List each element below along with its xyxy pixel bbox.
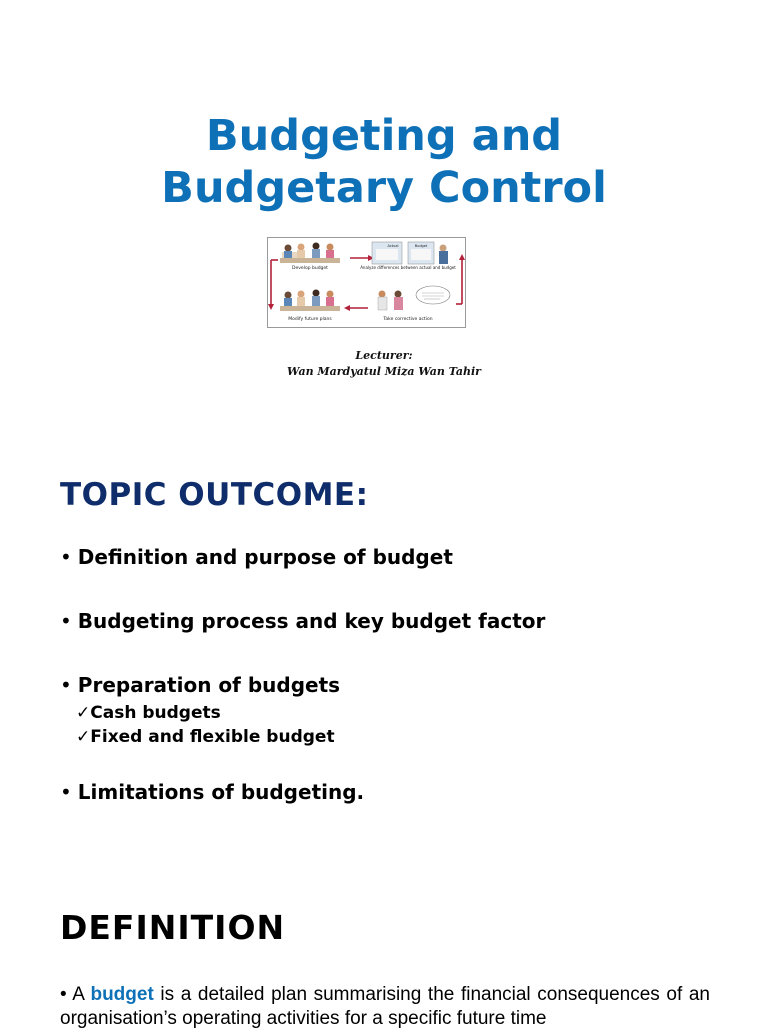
sub-list-item — [76, 703, 221, 723]
check-icon: ✓ — [76, 703, 91, 723]
lecturer-name: Wan Mardyatul Miza Wan Tahir — [287, 365, 481, 378]
develop-budget-illustration — [280, 243, 340, 264]
list-item-text: Limitations of budgeting. — [77, 780, 365, 804]
list-item — [60, 545, 453, 569]
lecturer-label: Lecturer: — [355, 349, 413, 362]
definition-text: is a detailed plan summarising the financial consequences of an organisation’s operating activities for a specific future time — [60, 984, 710, 1029]
definition-heading: DEFINITION — [60, 908, 286, 947]
sub-list-item-text: Cash budgets — [90, 703, 221, 723]
list-item-text: Preparation of budgets — [77, 673, 341, 697]
title-line-2: Budgetary Control — [161, 163, 607, 213]
corrective-action-illustration — [378, 286, 450, 310]
step-label-3: Take corrective action — [383, 317, 433, 322]
sub-list-item — [76, 727, 335, 747]
step-label-2: Analyze differences between actual and budget — [360, 265, 456, 270]
budget-cycle-diagram — [267, 237, 466, 328]
title-line-1: Budgeting and — [205, 111, 563, 161]
list-item — [60, 673, 340, 697]
bullet-glyph: • — [60, 673, 72, 697]
list-item — [60, 780, 364, 804]
screen-label-budget: Budget — [414, 244, 428, 248]
modify-plans-illustration — [280, 290, 340, 312]
slide-title — [0, 110, 768, 214]
bullet-glyph: • — [60, 545, 72, 569]
bullet-glyph: • — [60, 984, 67, 1005]
analyze-differences-illustration — [372, 242, 448, 264]
check-icon: ✓ — [76, 727, 91, 747]
topic-outcome-heading: TOPIC OUTCOME: — [60, 477, 369, 513]
list-item — [60, 609, 545, 633]
budget-term: budget — [90, 984, 154, 1005]
step-label-4: Modify future plans — [288, 317, 332, 322]
step-label-1: Develop budget — [292, 266, 328, 271]
bullet-glyph: • — [60, 609, 72, 633]
list-item-text: Budgeting process and key budget factor — [77, 609, 546, 633]
sub-list-item-text: Fixed and flexible budget — [90, 727, 335, 747]
bullet-glyph: • — [60, 780, 72, 804]
screen-label-actual: Actual — [387, 244, 399, 248]
list-item-text: Definition and purpose of budget — [77, 545, 453, 569]
definition-prefix: A — [72, 984, 91, 1005]
